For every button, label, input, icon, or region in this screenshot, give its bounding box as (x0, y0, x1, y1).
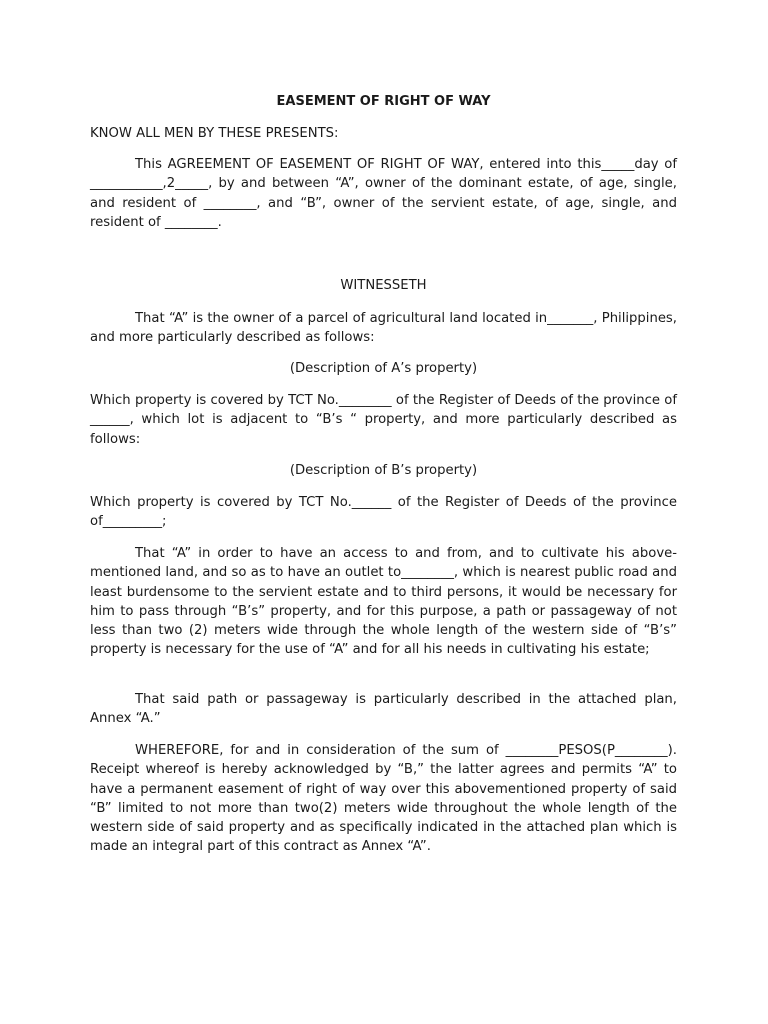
paragraph-tct-b: Which property is covered by TCT No.______ of the Register of Deeds of the province of_________; (90, 495, 677, 530)
paragraph-access: That “A” in order to have an access to and from, and to cultivate his above-mentioned land, and so as to have an outlet to________, which is nearest public road and least burdensome to the servient estate and to third persons, it would be necessary for him to pass through “B’s” property, and for this purpose, a path or passageway of not less than two (2) meters wide through the whole length of the western side of “B’s” property is necessary for the use of “A” and for all his needs in cultivating his estate; (90, 546, 677, 658)
document-title: EASEMENT OF RIGHT OF WAY (276, 94, 491, 109)
paragraph-tct-a: Which property is covered by TCT No.________ of the Register of Deeds of the province of ______, which lot is adjacent to “B’s “ property, and more particularly described as follows: (90, 393, 677, 447)
paragraph-owner-a: That “A” is the owner of a parcel of agricultural land located in_______, Philippines, and more particularly described as follows: (90, 311, 677, 346)
paragraph-agreement: This AGREEMENT OF EASEMENT OF RIGHT OF WAY, entered into this_____day of ___________,2_____, by and between “A”, owner of the dominant estate, of age, single, and resident of ________, and “B”, owner of the servient estate, of age, single, and resident of ________. (90, 157, 677, 230)
description-a: (Description of A’s property) (289, 361, 478, 376)
paragraph-wherefore: WHEREFORE, for and in consideration of the sum of ________PESOS(P________). Receipt whereof is hereby acknowledged by “B,” the latter agrees and permits “A” to have a permanent easement of right of way over this abovementioned property of said “B” limited to not more than two(2) meters wide throughout the whole length of the western side of said property and as specifically indicated in the attached plan which is made an integral part of this contract as Annex “A”. (90, 743, 677, 855)
paragraph-plan: That said path or passageway is particularly described in the attached plan, Annex “A.” (90, 692, 677, 727)
witnesseth-heading: WITNESSETH (340, 278, 427, 293)
description-b: (Description of B’s property) (289, 463, 478, 478)
salutation: KNOW ALL MEN BY THESE PRESENTS: (90, 126, 339, 141)
